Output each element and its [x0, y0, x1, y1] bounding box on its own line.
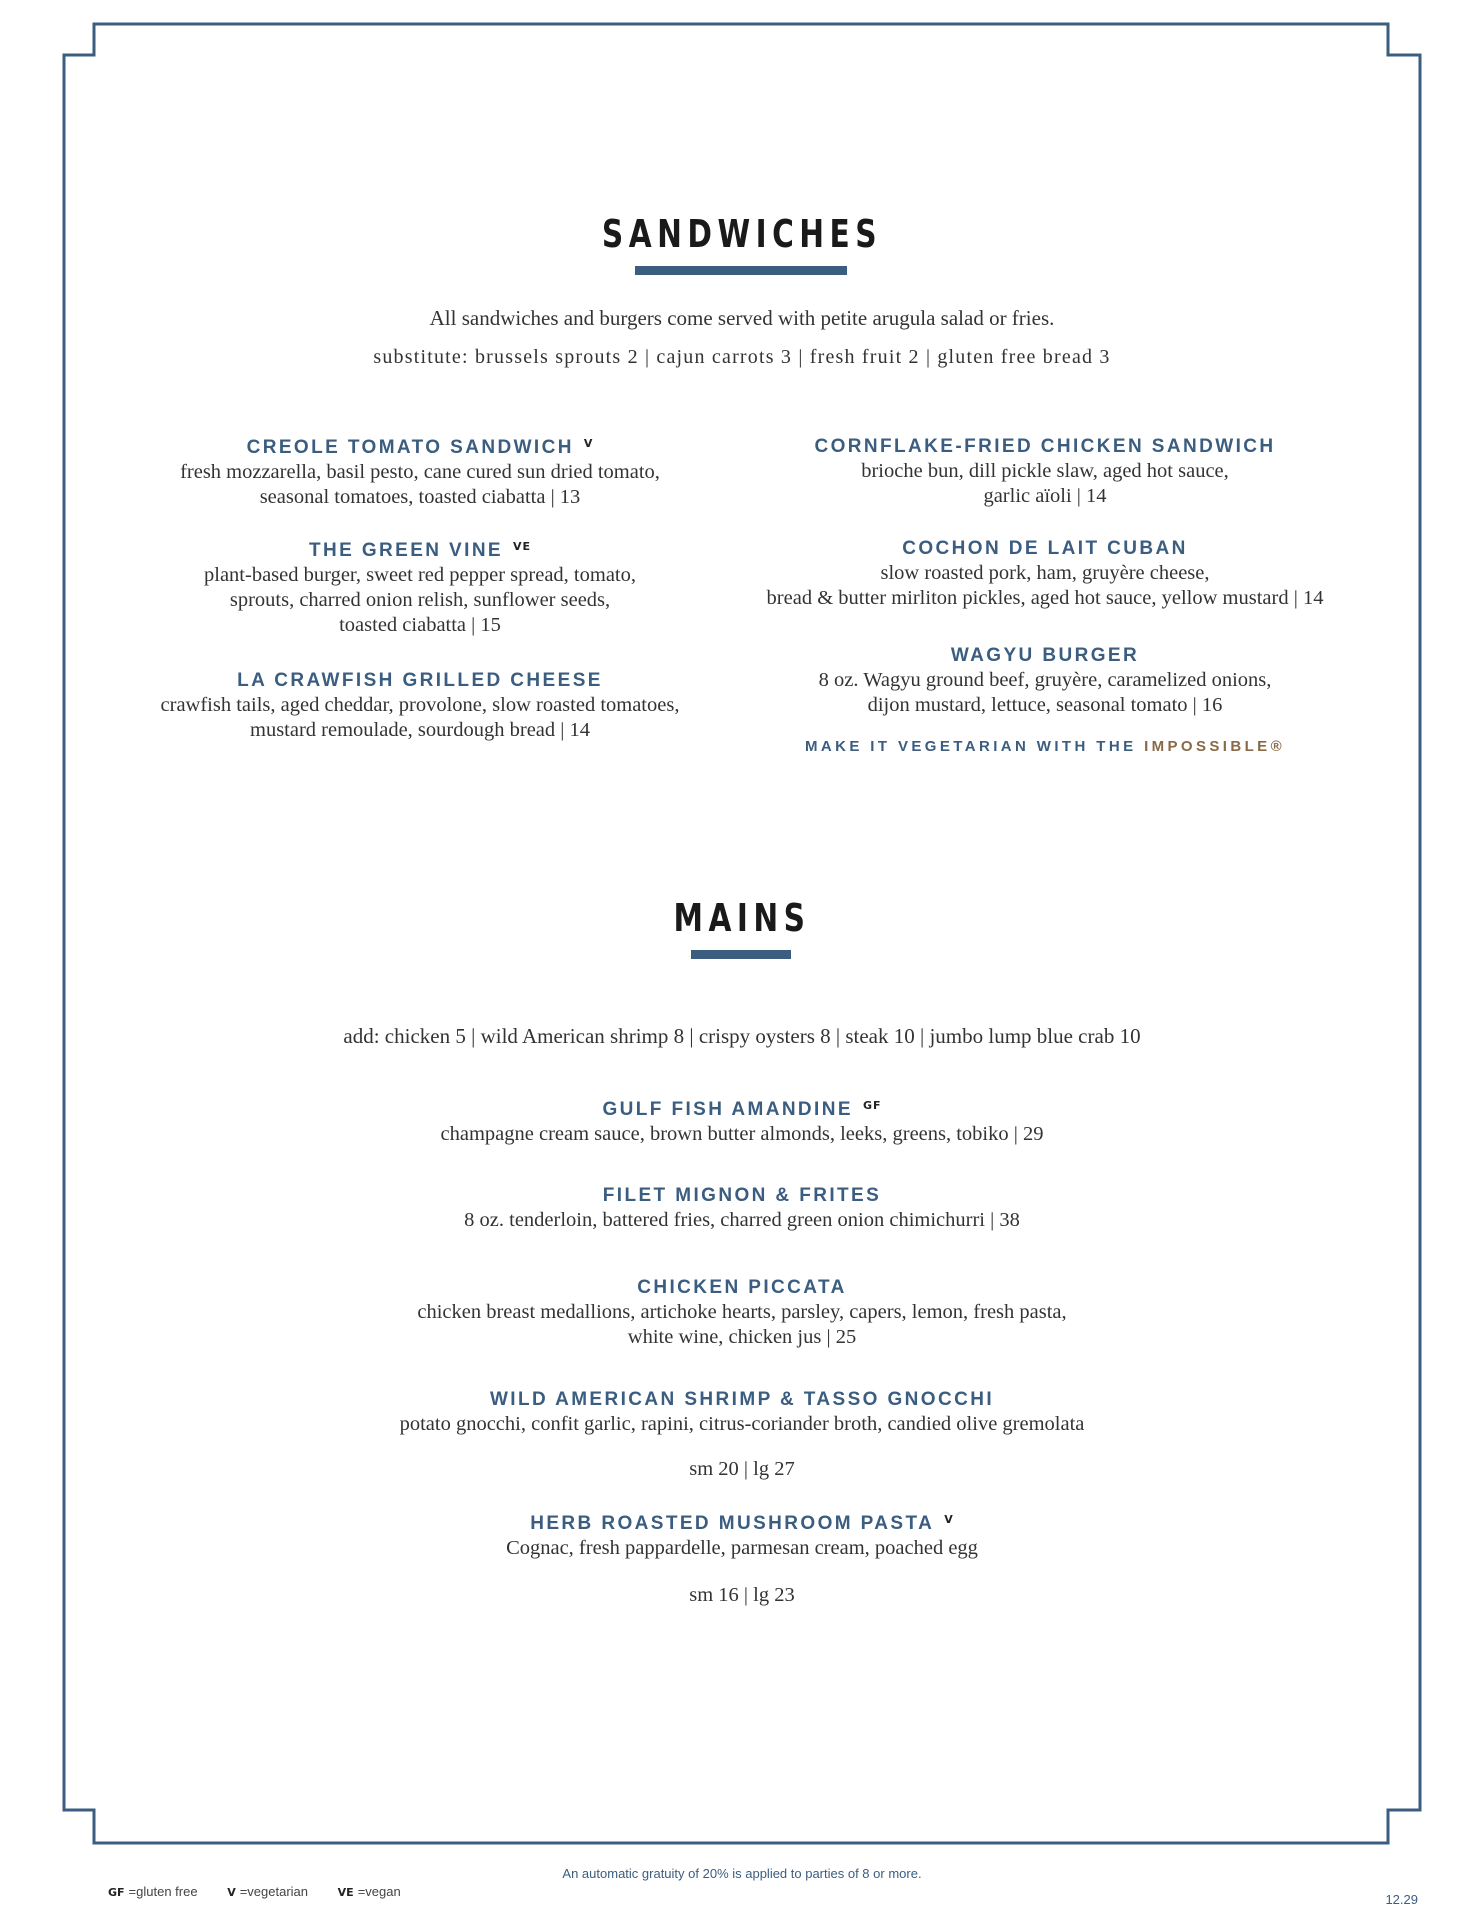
item-description-line: mustard remoulade, sourdough bread | 14 [250, 719, 590, 741]
item-name: WAGYU BURGER [950, 645, 1140, 666]
menu-item-wagyu-burger [730, 643, 1360, 718]
legend-label: =gluten free [128, 1884, 198, 1899]
mains-add-ons: add: chicken 5 | wild American shrimp 8 | crispy oysters 8 | steak 10 | jumbo lump blue crab 10 [343, 1024, 1141, 1048]
item-description-line: crawfish tails, aged cheddar, provolone, slow roasted tomatoes, [160, 694, 680, 716]
legend-code: V [227, 1886, 236, 1899]
dietary-legend [108, 1884, 427, 1899]
sandwiches-heading-underline [635, 266, 847, 275]
sandwiches-heading: SANDWICHES [601, 212, 883, 256]
item-description-line: dijon mustard, lettuce, seasonal tomato | 16 [867, 694, 1223, 716]
menu-item-the-green-vine [120, 534, 720, 638]
item-description-line: 8 oz. tenderloin, battered fries, charred green onion chimichurri | 38 [464, 1209, 1020, 1231]
item-name: THE GREEN VINE [308, 540, 504, 561]
menu-item-gulf-fish-amandine [192, 1093, 1292, 1147]
gluten-free-badge: GF [862, 1099, 882, 1112]
menu-item-cochon-de-lait-cuban [730, 536, 1360, 611]
item-name: COCHON DE LAIT CUBAN [902, 538, 1188, 559]
menu-item-filet-mignon-frites [192, 1183, 1292, 1233]
gratuity-note: An automatic gratuity of 20% is applied to parties of 8 or more. [562, 1866, 922, 1881]
menu-item-creole-tomato-sandwich [120, 431, 720, 510]
legend-label: =vegan [357, 1884, 401, 1899]
item-description-line: garlic aïoli | 14 [983, 485, 1107, 507]
mains-heading-underline [691, 950, 791, 959]
menu-item-chicken-piccata [192, 1275, 1292, 1350]
legend-entry-vegan [338, 1884, 401, 1899]
item-name: HERB ROASTED MUSHROOM PASTA [530, 1513, 935, 1534]
legend-label: =vegetarian [239, 1884, 309, 1899]
item-name: CREOLE TOMATO SANDWICH [246, 437, 574, 458]
item-name: CHICKEN PICCATA [637, 1277, 847, 1298]
legend-entry-vegetarian [227, 1884, 308, 1899]
legend-code: VE [337, 1886, 354, 1899]
item-description-line: 8 oz. Wagyu ground beef, gruyère, caramelized onions, [818, 669, 1272, 691]
sandwiches-intro: All sandwiches and burgers come served with petite arugula salad or fries. [429, 306, 1055, 330]
menu-item-la-crawfish-grilled-cheese [120, 668, 720, 743]
item-description-line: white wine, chicken jus | 25 [627, 1326, 857, 1348]
item-size-prices: sm 16 | lg 23 [689, 1584, 795, 1606]
item-name: LA CRAWFISH GRILLED CHEESE [237, 670, 603, 691]
item-name: CORNFLAKE-FRIED CHICKEN SANDWICH [814, 436, 1276, 457]
menu-item-wild-american-shrimp-tasso-gnocchi [192, 1387, 1292, 1482]
menu-version-code: 12.29 [1385, 1892, 1418, 1907]
item-description-line: chicken breast medallions, artichoke hearts, parsley, capers, lemon, fresh pasta, [417, 1301, 1067, 1323]
item-description-line: Cognac, fresh pappardelle, parmesan cream, poached egg [506, 1537, 978, 1559]
impossible-vegetarian-promo [730, 738, 1360, 755]
item-description-line: fresh mozzarella, basil pesto, cane cured sun dried tomato, [180, 461, 660, 483]
item-name: GULF FISH AMANDINE [602, 1099, 853, 1120]
item-description-line: bread & butter mirliton pickles, aged hot sauce, yellow mustard | 14 [766, 587, 1324, 609]
item-description-line: sprouts, charred onion relish, sunflower seeds, [229, 589, 611, 611]
item-description-line: slow roasted pork, ham, gruyère cheese, [880, 562, 1210, 584]
item-description-line: plant-based burger, sweet red pepper spread, tomato, [204, 564, 636, 586]
item-name: FILET MIGNON & FRITES [602, 1185, 882, 1206]
item-description-line: toasted ciabatta | 15 [339, 614, 501, 636]
item-description-line: brioche bun, dill pickle slaw, aged hot sauce, [861, 460, 1229, 482]
menu-item-cornflake-fried-chicken-sandwich [730, 434, 1360, 509]
item-size-prices: sm 20 | lg 27 [689, 1458, 795, 1480]
item-description-line: seasonal tomatoes, toasted ciabatta | 13 [259, 486, 581, 508]
sandwiches-substitutes: substitute: brussels sprouts 2 | cajun carrots 3 | fresh fruit 2 | gluten free bread 3 [373, 346, 1111, 368]
menu-item-herb-roasted-mushroom-pasta [192, 1507, 1292, 1608]
impossible-brand-text: IMPOSSIBLE® [1144, 738, 1286, 755]
legend-entry-gluten-free [108, 1884, 198, 1899]
item-description-line: potato gnocchi, confit garlic, rapini, citrus-coriander broth, candied olive gremolata [399, 1413, 1085, 1435]
legend-code: GF [108, 1886, 125, 1899]
mains-heading: MAINS [673, 896, 811, 940]
vegetarian-badge: V [944, 1513, 954, 1526]
item-description-line: champagne cream sauce, brown butter almonds, leeks, greens, tobiko | 29 [440, 1123, 1044, 1145]
promo-text: MAKE IT VEGETARIAN WITH THE [804, 738, 1145, 755]
item-name: WILD AMERICAN SHRIMP & TASSO GNOCCHI [489, 1389, 995, 1410]
vegetarian-badge: V [583, 437, 594, 450]
vegan-badge: VE [513, 540, 532, 553]
